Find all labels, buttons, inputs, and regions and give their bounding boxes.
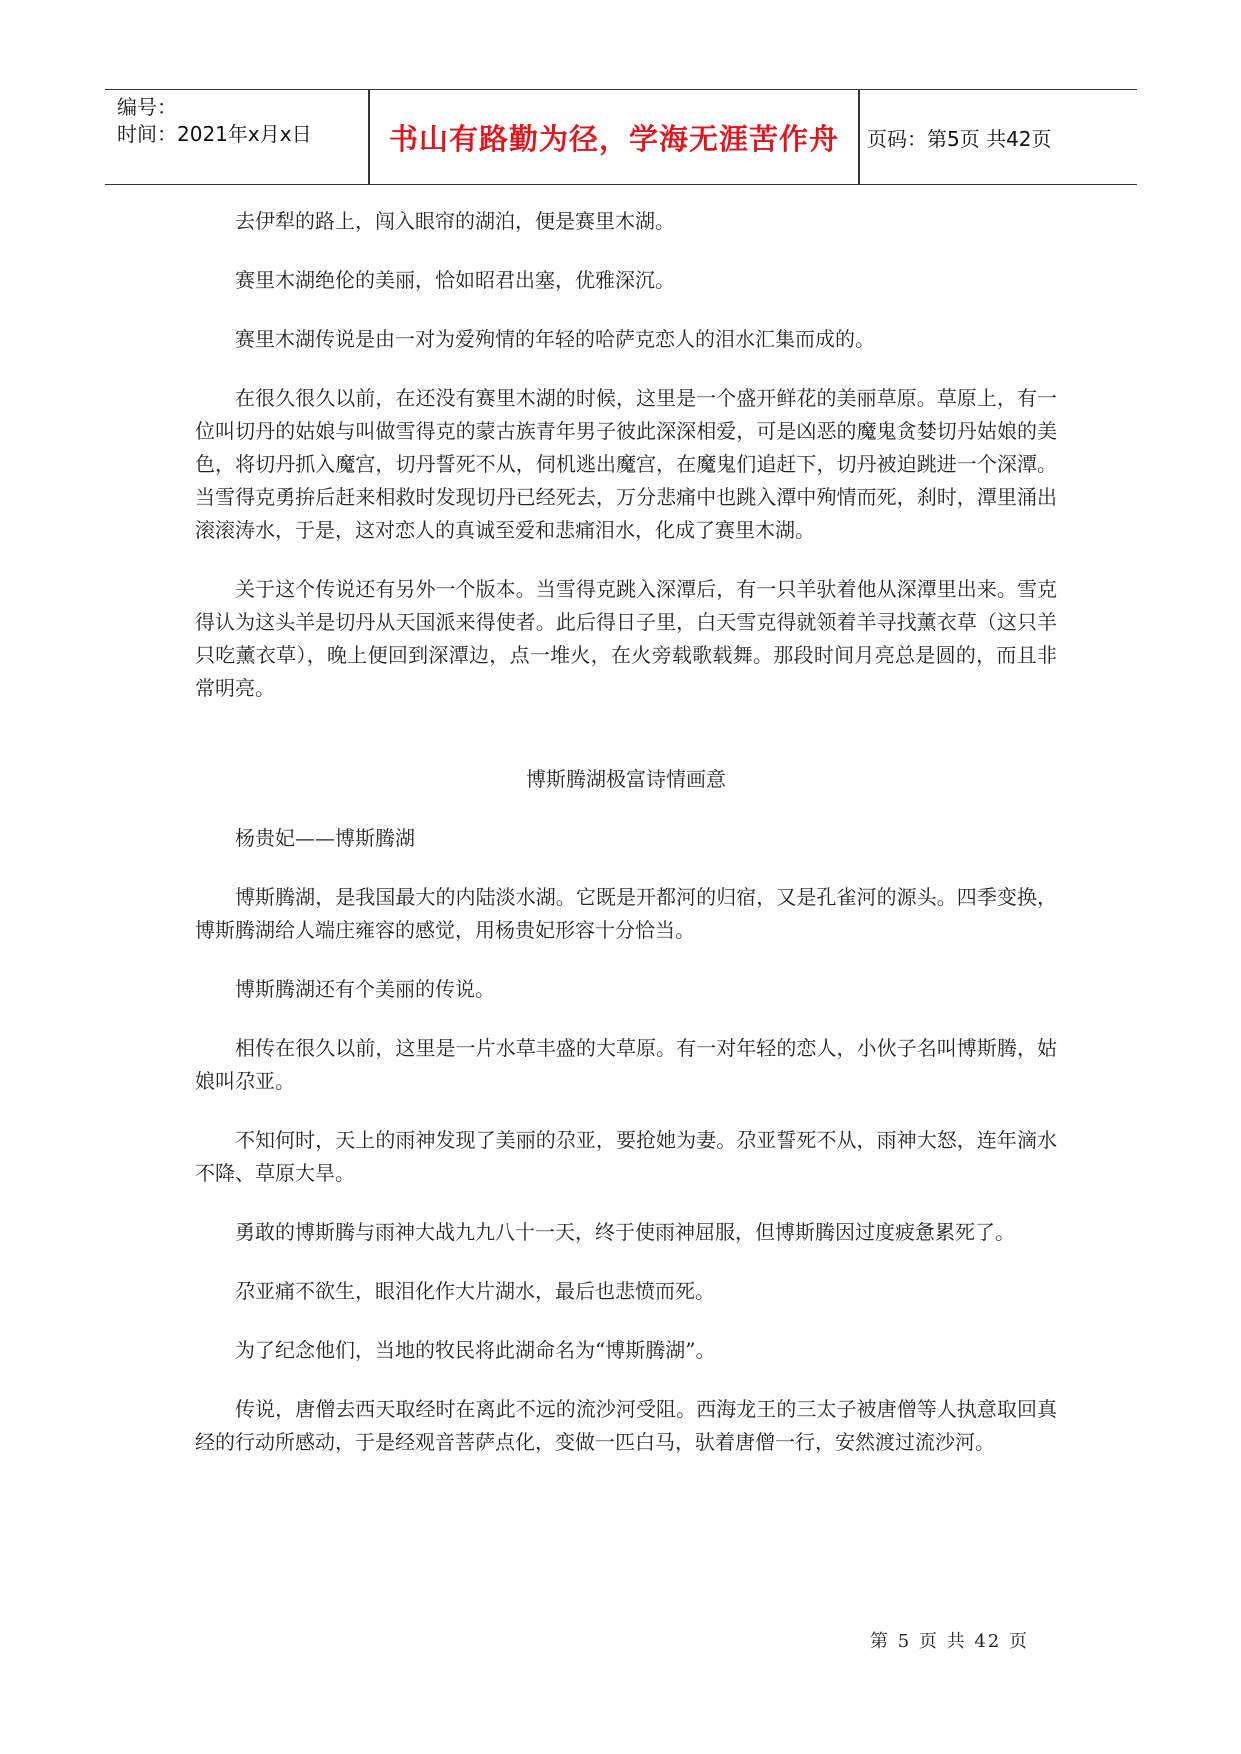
paragraph: 传说，唐僧去西天取经时在离此不远的流沙河受阻。西海龙王的三太子被唐僧等人执意取回真经的行动所感动，于是经观音菩萨点化，变做一匹白马，驮着唐僧一行，安然渡过流沙河。 [195, 1397, 1057, 1454]
page-footer-number: 第 5 页 共 42 页 [870, 1631, 1029, 1652]
header-info [117, 94, 367, 148]
document-time-label: 时间：2021年x月x日 [117, 122, 312, 146]
paragraph: 相传在很久以前，这里是一片水草丰盛的大草原。有一对年轻的恋人，小伙子名叫博斯腾，姑娘叫尕亚。 [195, 1036, 1057, 1093]
paragraph: 不知何时，天上的雨神发现了美丽的尕亚，要抢她为妻。尕亚誓死不从，雨神大怒，连年滴水不降、草原大旱。 [195, 1128, 1057, 1185]
section-subtitle: 杨贵妃——博斯腾湖 [235, 826, 415, 850]
paragraph: 尕亚痛不欲生，眼泪化作大片湖水，最后也悲愤而死。 [235, 1279, 715, 1303]
paragraph: 关于这个传说还有另外一个版本。当雪得克跳入深潭后，有一只羊驮着他从深潭里出来。雪克得认为这头羊是切丹从天国派来得使者。此后得日子里，白天雪克得就领着羊寻找薰衣草（这只羊只吃薰衣草），晚上便回到深潭边，点一堆火，在火旁载歌载舞。那段时间月亮总是圆的，而且非常明亮。 [195, 577, 1057, 700]
page-header [105, 89, 1137, 185]
paragraph: 博斯腾湖，是我国最大的内陆淡水湖。它既是开都河的归宿，又是孔雀河的源头。四季变换，博斯腾湖给人端庄雍容的感觉，用杨贵妃形容十分恰当。 [195, 885, 1057, 942]
paragraph: 赛里木湖绝伦的美丽，恰如昭君出塞，优雅深沉。 [235, 268, 675, 292]
paragraph: 博斯腾湖还有个美丽的传说。 [235, 977, 495, 1001]
document-number-label: 编号： [117, 95, 177, 119]
paragraph: 在很久很久以前，在还没有赛里木湖的时候，这里是一个盛开鲜花的美丽草原。草原上，有一位叫切丹的姑娘与叫做雪得克的蒙古族青年男子彼此深深相爱，可是凶恶的魔鬼贪婪切丹姑娘的美色，将切丹抓入魔宫，切丹誓死不从，伺机逃出魔宫，在魔鬼们追赶下，切丹被迫跳进一个深潭。当雪得克勇拚后赶来相救时发现切丹已经死去，万分悲痛中也跳入潭中殉情而死，刹时，潭里涌出滚滚涛水，于是，这对恋人的真诚至爱和悲痛泪水，化成了赛里木湖。 [195, 386, 1057, 542]
section-heading: 博斯腾湖极富诗情画意 [526, 767, 726, 791]
paragraph: 赛里木湖传说是由一对为爱殉情的年轻的哈萨克恋人的泪水汇集而成的。 [235, 327, 875, 351]
header-page-label: 页码：第5页 共42页 [867, 126, 1052, 151]
header-motto: 书山有路勤为径，学海无涯苦作舟 [388, 121, 839, 156]
header-divider-right [858, 90, 860, 184]
document-body [195, 205, 1057, 1485]
paragraph: 去伊犁的路上，闯入眼帘的湖泊，便是赛里木湖。 [235, 209, 675, 233]
paragraph: 为了纪念他们，当地的牧民将此湖命名为“博斯腾湖”。 [235, 1338, 716, 1362]
paragraph: 勇敢的博斯腾与雨神大战九九八十一天，终于使雨神屈服，但博斯腾因过度疲惫累死了。 [235, 1220, 1015, 1244]
